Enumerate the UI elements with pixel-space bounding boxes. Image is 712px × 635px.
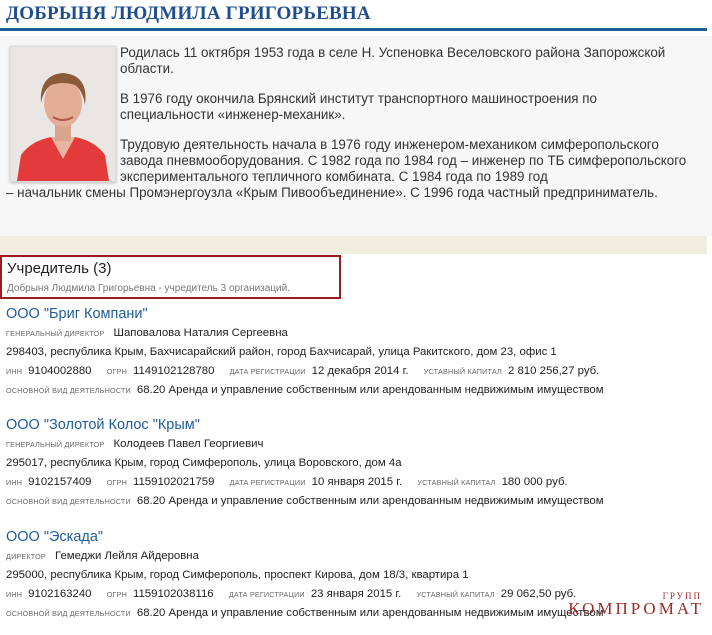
reg-date-label: ДАТА РЕГИСТРАЦИИ (228, 590, 305, 599)
bio-paragraph-education: В 1976 году окончила Брянский институт транспортного машиностроения по специальности «инженер-механик». (120, 91, 597, 122)
bio-career-part-2: – начальник смены Промэнергоузла «Крым Пивообъединение». С 1996 года частный предприниматель. (6, 185, 658, 200)
ogrn-label: ОГРН (106, 367, 127, 376)
reg-date-label: ДАТА РЕГИСТРАЦИИ (229, 367, 306, 376)
activity-label: ОСНОВНОЙ ВИД ДЕЯТЕЛЬНОСТИ (6, 609, 131, 618)
director-name: Колодеев Павел Георгиевич (113, 438, 264, 450)
company-activity-row (6, 492, 706, 511)
watermark-main-text: КОМПРОМАТ (568, 599, 704, 618)
activity-value: 68.20 Аренда и управление собственным или арендованным недвижимым имуществом (136, 384, 604, 396)
capital-label: УСТАВНЫЙ КАПИТАЛ (417, 478, 496, 487)
capital-label: УСТАВНЫЙ КАПИТАЛ (423, 367, 502, 376)
bio-paragraph-birth: Родилась 11 октября 1953 года в селе Н. Успеновка Веселовского района Запорожской области. (120, 45, 666, 76)
ogrn-value: 1159102021759 (132, 476, 215, 488)
inn-label: ИНН (6, 478, 23, 487)
ogrn-label: ОГРН (106, 478, 127, 487)
inn-value: 9102163240 (28, 588, 92, 600)
bio-paragraph-career (6, 137, 692, 201)
inn-value: 9102157409 (28, 476, 92, 488)
activity-label: ОСНОВНОЙ ВИД ДЕЯТЕЛЬНОСТИ (6, 497, 131, 506)
header-rule (0, 28, 707, 31)
reg-date-value: 10 января 2015 г. (311, 476, 403, 488)
capital-value: 180 000 руб. (501, 476, 568, 488)
company-name-link[interactable]: ООО "Эскада" (6, 529, 104, 545)
company-director-row (6, 435, 706, 454)
director-name: Гемеджи Лейля Айдеровна (55, 550, 199, 562)
ogrn-label: ОГРН (106, 590, 127, 599)
company-address: 295017, республика Крым, город Симферополь, улица Воровского, дом 4а (6, 457, 402, 469)
director-name: Шаповалова Наталия Сергеевна (113, 327, 288, 339)
ogrn-value: 1159102038116 (132, 588, 214, 600)
capital-label: УСТАВНЫЙ КАПИТАЛ (416, 590, 495, 599)
activity-value: 68.20 Аренда и управление собственным или арендованным недвижимым имуществом (136, 495, 604, 507)
bio-text (6, 45, 692, 201)
reg-date-value: 12 декабря 2014 г. (311, 365, 409, 377)
company-director-row (6, 547, 706, 566)
founder-subtitle: Добрыня Людмила Григорьевна - учредитель 3 организаций. (7, 283, 290, 294)
page-header (0, 0, 712, 36)
company-name-link[interactable]: ООО "Золотой Колос "Крым" (6, 417, 200, 433)
watermark-logo (554, 591, 704, 621)
company-activity-row (6, 381, 706, 400)
capital-value: 29 062,50 руб. (500, 588, 577, 600)
director-label: ДИРЕКТОР (6, 552, 46, 561)
ogrn-value: 1149102128780 (132, 365, 215, 377)
watermark-small-text: ГРУПП (662, 591, 702, 601)
director-label: ГЕНЕРАЛЬНЫЙ ДИРЕКТОР (6, 329, 105, 338)
person-name-title: ДОБРЫНЯ ЛЮДМИЛА ГРИГОРЬЕВНА (6, 3, 371, 24)
activity-value: 68.20 Аренда и управление собственным или арендованным недвижимым имуществом (136, 607, 604, 619)
inn-label: ИНН (6, 367, 23, 376)
bio-section (0, 36, 712, 236)
activity-label: ОСНОВНОЙ ВИД ДЕЯТЕЛЬНОСТИ (6, 386, 131, 395)
capital-value: 2 810 256,27 руб. (507, 365, 600, 377)
section-divider-band (0, 236, 707, 254)
director-label: ГЕНЕРАЛЬНЫЙ ДИРЕКТОР (6, 440, 105, 449)
founder-summary-box (0, 255, 341, 299)
company-address: 295000, республика Крым, город Симферополь, проспект Кирова, дом 18/3, квартира 1 (6, 569, 469, 581)
reg-date-label: ДАТА РЕГИСТРАЦИИ (229, 478, 306, 487)
company-card (6, 304, 706, 400)
inn-label: ИНН (6, 590, 23, 599)
inn-value: 9104002880 (28, 365, 92, 377)
reg-date-value: 23 января 2015 г. (310, 588, 402, 600)
company-director-row (6, 324, 706, 343)
company-card (6, 415, 706, 511)
bio-career-part-1: Трудовую деятельность начала в 1976 году инженером-механиком симферопольского завода пневмооборудования. С 1982 года по 1984 год – инженер по ТБ симферопольского экспериментального тепличного комбината. С 1984 года по 1989 год (120, 137, 687, 184)
company-address: 298403, республика Крым, Бахчисарайский район, город Бахчисарай, улица Ракитского, дом 23, офис 1 (6, 346, 557, 358)
company-registry-row (6, 362, 706, 381)
company-registry-row (6, 473, 706, 492)
company-name-link[interactable]: ООО "Бриг Компани" (6, 306, 148, 322)
founder-title: Учредитель (3) (7, 260, 112, 277)
